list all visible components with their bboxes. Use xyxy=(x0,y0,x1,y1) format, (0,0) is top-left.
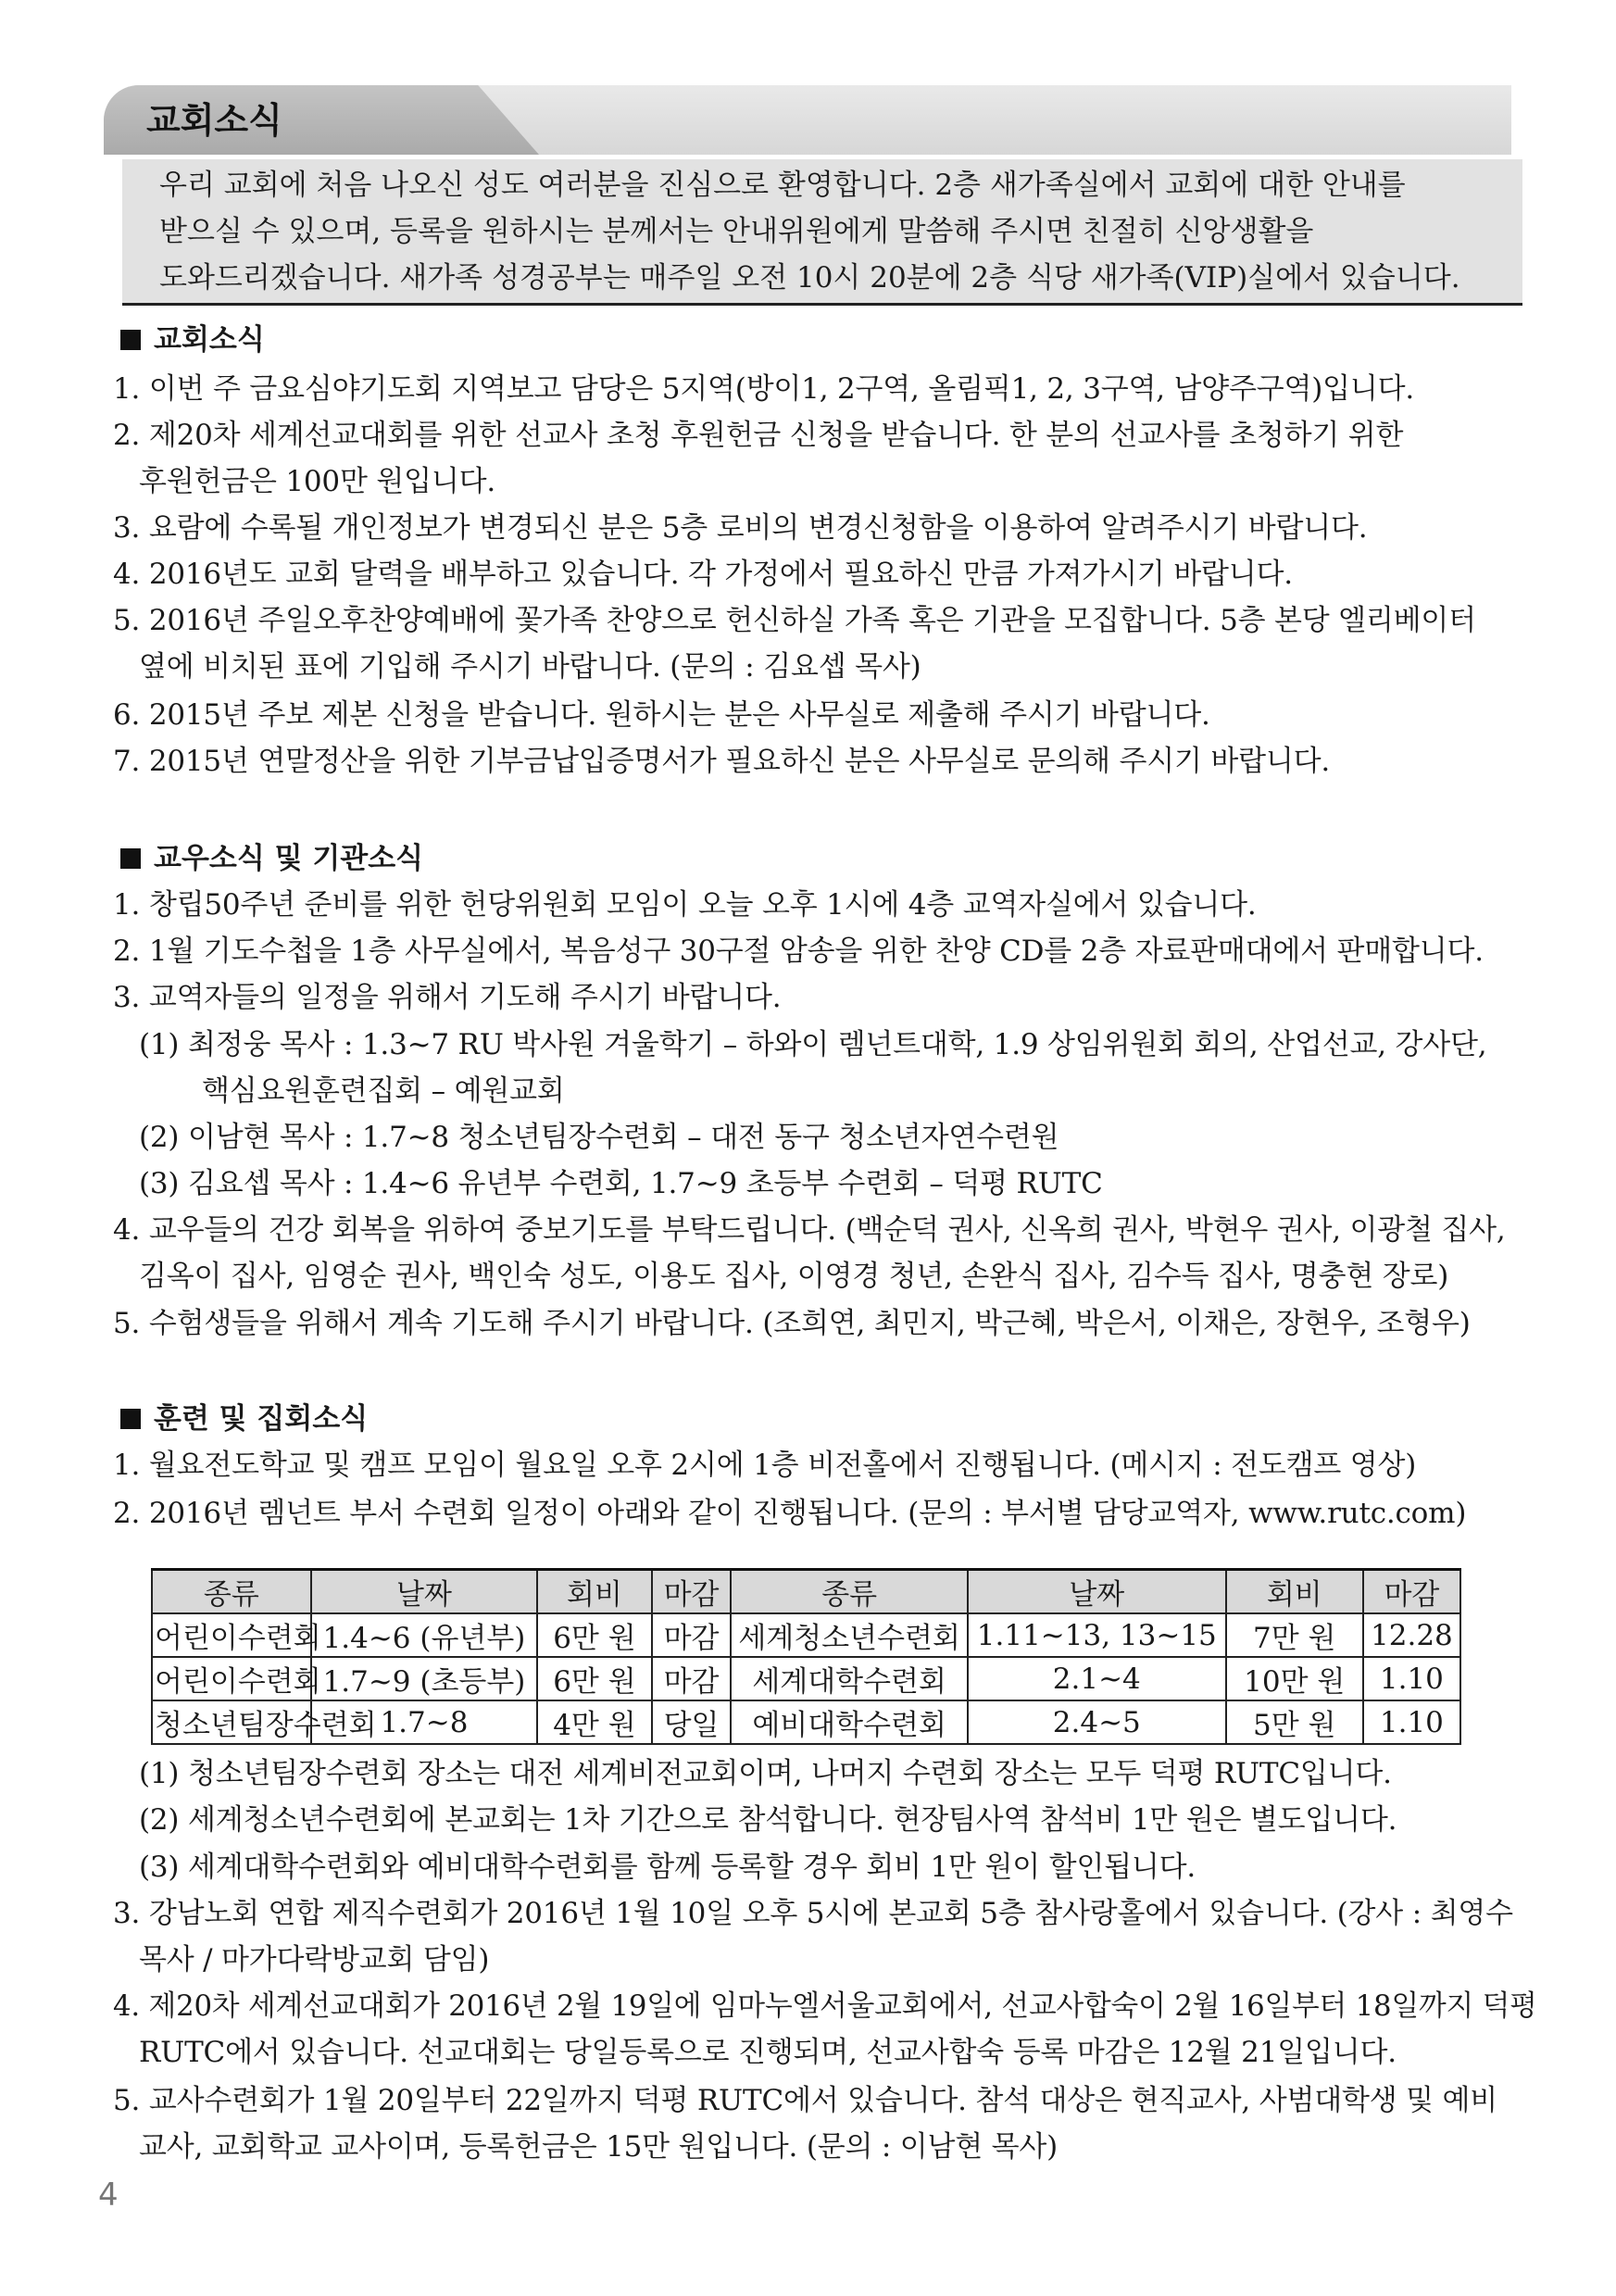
section-heading-training xyxy=(120,1399,368,1439)
list-item: 4. 교우들의 건강 회복을 위하여 중보기도를 부탁드립니다. (백순덕 권사, 신옥희 권사, 박현우 권사, 이광철 집사, xyxy=(113,1213,1506,1247)
section-heading-church xyxy=(120,320,265,360)
list-item: 1. 창립50주년 준비를 위한 헌당위원회 모임이 오늘 오후 1시에 4층 교역자실에서 있습니다. xyxy=(113,888,1257,922)
table-cell: 10만 원 xyxy=(1226,1657,1363,1700)
table-cell: 4만 원 xyxy=(537,1700,651,1744)
list-item: 2. 2016년 렘넌트 부서 수련회 일정이 아래와 같이 진행됩니다. (문의 : 부서별 담당교역자, www.rutc.com) xyxy=(113,1497,1467,1530)
page-number: 4 xyxy=(98,2177,119,2214)
table-header-row xyxy=(152,1570,1460,1614)
table-header: 종류 xyxy=(731,1570,967,1614)
table-cell: 1.7~9 (초등부) xyxy=(311,1657,538,1700)
table-cell: 1.11~13, 13~15 xyxy=(968,1613,1226,1657)
table-row xyxy=(152,1613,1460,1657)
list-item: (1) 최정웅 목사 : 1.3~7 RU 박사원 겨울학기 – 하와이 렘넌트대학, 1.9 상임위원회 회의, 산업선교, 강사단, xyxy=(139,1028,1487,1061)
table-cell: 6만 원 xyxy=(537,1657,651,1700)
retreat-schedule-table xyxy=(151,1568,1461,1745)
list-item: 5. 수험생들을 위해서 계속 기도해 주시기 바랍니다. (조희연, 최민지, 박근혜, 박은서, 이채은, 장현우, 조형우) xyxy=(113,1307,1471,1340)
table-cell: 2.4~5 xyxy=(968,1700,1226,1744)
table-cell: 마감 xyxy=(652,1613,732,1657)
list-item: 3. 교역자들의 일정을 위해서 기도해 주시기 바랍니다. xyxy=(113,981,782,1014)
note-item: (2) 세계청소년수련회에 본교회는 1차 기간으로 참석합니다. 현장팀사역 참석비 1만 원은 별도입니다. xyxy=(139,1803,1397,1837)
list-item: 김옥이 집사, 임영순 권사, 백인숙 성도, 이용도 집사, 이영경 청년, 손완식 집사, 김수득 집사, 명충현 장로) xyxy=(139,1260,1449,1293)
welcome-line: 받으실 수 있으며, 등록을 원하시는 분께서는 안내위원에게 말씀해 주시면 친절히 신앙생활을 xyxy=(159,215,1314,248)
list-item: 2. 1월 기도수첩을 1층 사무실에서, 복음성구 30구절 암송을 위한 찬양 CD를 2층 자료판매대에서 판매합니다. xyxy=(113,935,1484,968)
table-header: 날짜 xyxy=(968,1570,1226,1614)
list-item: 옆에 비치된 표에 기입해 주시기 바랍니다. (문의 : 김요셉 목사) xyxy=(139,650,921,684)
list-item: 후원헌금은 100만 원입니다. xyxy=(139,465,495,498)
table-cell: 세계청소년수련회 xyxy=(731,1613,967,1657)
table-cell: 예비대학수련회 xyxy=(731,1700,967,1744)
welcome-line: 도와드리겠습니다. 새가족 성경공부는 매주일 오전 10시 20분에 2층 식당 새가족(VIP)실에서 있습니다. xyxy=(159,261,1460,295)
table-row xyxy=(152,1657,1460,1700)
table-cell: 1.4~6 (유년부) xyxy=(311,1613,538,1657)
list-item: 5. 교사수련회가 1월 20일부터 22일까지 덕평 RUTC에서 있습니다. 참석 대상은 현직교사, 사범대학생 및 예비 xyxy=(113,2084,1498,2117)
welcome-line: 우리 교회에 처음 나오신 성도 여러분을 진심으로 환영합니다. 2층 새가족실에서 교회에 대한 안내를 xyxy=(159,169,1406,202)
table-header: 회비 xyxy=(537,1570,651,1614)
table-cell: 어린이수련회 xyxy=(152,1657,311,1700)
table-cell: 청소년팀장수련회 xyxy=(152,1700,311,1744)
table-header: 마감 xyxy=(1363,1570,1460,1614)
list-item: 7. 2015년 연말정산을 위한 기부금납입증명서가 필요하신 분은 사무실로 문의해 주시기 바랍니다. xyxy=(113,745,1331,778)
section-heading-members xyxy=(120,838,423,879)
list-item: 목사 / 마가다락방교회 담임) xyxy=(139,1943,490,1976)
list-item: 6. 2015년 주보 제본 신청을 받습니다. 원하시는 분은 사무실로 제출해 주시기 바랍니다. xyxy=(113,698,1210,732)
list-item: 3. 요람에 수록될 개인정보가 변경되신 분은 5층 로비의 변경신청함을 이용하여 알려주시기 바랍니다. xyxy=(113,511,1368,545)
table-cell: 세계대학수련회 xyxy=(731,1657,967,1700)
table-cell: 2.1~4 xyxy=(968,1657,1226,1700)
table-cell: 1.10 xyxy=(1363,1657,1460,1700)
table-cell: 어린이수련회 xyxy=(152,1613,311,1657)
note-item: (3) 세계대학수련회와 예비대학수련회를 함께 등록할 경우 회비 1만 원이 할인됩니다. xyxy=(139,1851,1196,1884)
table-cell: 6만 원 xyxy=(537,1613,651,1657)
square-bullet-icon xyxy=(120,848,141,869)
table-cell: 7만 원 xyxy=(1226,1613,1363,1657)
list-item: 5. 2016년 주일오후찬양예배에 꽃가족 찬양으로 헌신하실 가족 혹은 기관을 모집합니다. 5층 본당 엘리베이터 xyxy=(113,604,1476,637)
table-row xyxy=(152,1700,1460,1744)
table-header: 종류 xyxy=(152,1570,311,1614)
table-cell: 당일 xyxy=(652,1700,732,1744)
section-heading-label: 교회소식 xyxy=(154,323,265,357)
list-item: (3) 김요셉 목사 : 1.4~6 유년부 수련회, 1.7~9 초등부 수련회 – 덕평 RUTC xyxy=(139,1167,1103,1200)
table-header: 마감 xyxy=(652,1570,732,1614)
table-cell: 1.10 xyxy=(1363,1700,1460,1744)
list-item: 1. 이번 주 금요심야기도회 지역보고 담당은 5지역(방이1, 2구역, 올림픽1, 2, 3구역, 남양주구역)입니다. xyxy=(113,372,1415,406)
table-header: 날짜 xyxy=(311,1570,538,1614)
table-header: 회비 xyxy=(1226,1570,1363,1614)
square-bullet-icon xyxy=(120,330,141,350)
list-item: 4. 제20차 세계선교대회가 2016년 2월 19일에 임마누엘서울교회에서, 선교사합숙이 2월 16일부터 18일까지 덕평 xyxy=(113,1989,1537,2023)
list-item: 교사, 교회학교 교사이며, 등록헌금은 15만 원입니다. (문의 : 이남현 목사) xyxy=(139,2130,1059,2164)
list-item: 3. 강남노회 연합 제직수련회가 2016년 1월 10일 오후 5시에 본교회 5층 참사랑홀에서 있습니다. (강사 : 최영수 xyxy=(113,1897,1513,1930)
table-cell: 1.7~8 xyxy=(311,1700,538,1744)
square-bullet-icon xyxy=(120,1409,141,1429)
section-heading-label: 훈련 및 집회소식 xyxy=(154,1402,369,1436)
list-item: 4. 2016년도 교회 달력을 배부하고 있습니다. 각 가정에서 필요하신 만큼 가져가시기 바랍니다. xyxy=(113,558,1293,591)
list-item: 2. 제20차 세계선교대회를 위한 선교사 초청 후원헌금 신청을 받습니다. 한 분의 선교사를 초청하기 위한 xyxy=(113,419,1404,452)
list-item: 핵심요원훈련집회 – 예원교회 xyxy=(202,1074,565,1108)
list-item: 1. 월요전도학교 및 캠프 모임이 월요일 오후 2시에 1층 비전홀에서 진행됩니다. (메시지 : 전도캠프 영상) xyxy=(113,1449,1417,1482)
section-heading-label: 교우소식 및 기관소식 xyxy=(154,842,424,875)
list-item: (2) 이남현 목사 : 1.7~8 청소년팀장수련회 – 대전 동구 청소년자연수련원 xyxy=(139,1121,1059,1154)
table-cell: 마감 xyxy=(652,1657,732,1700)
note-item: (1) 청소년팀장수련회 장소는 대전 세계비전교회이며, 나머지 수련회 장소는 모두 덕평 RUTC입니다. xyxy=(139,1757,1392,1790)
list-item: RUTC에서 있습니다. 선교대회는 당일등록으로 진행되며, 선교사합숙 등록 마감은 12월 21일입니다. xyxy=(139,2036,1397,2069)
table-cell: 5만 원 xyxy=(1226,1700,1363,1744)
table-cell: 12.28 xyxy=(1363,1613,1460,1657)
page-title: 교회소식 xyxy=(146,100,282,141)
